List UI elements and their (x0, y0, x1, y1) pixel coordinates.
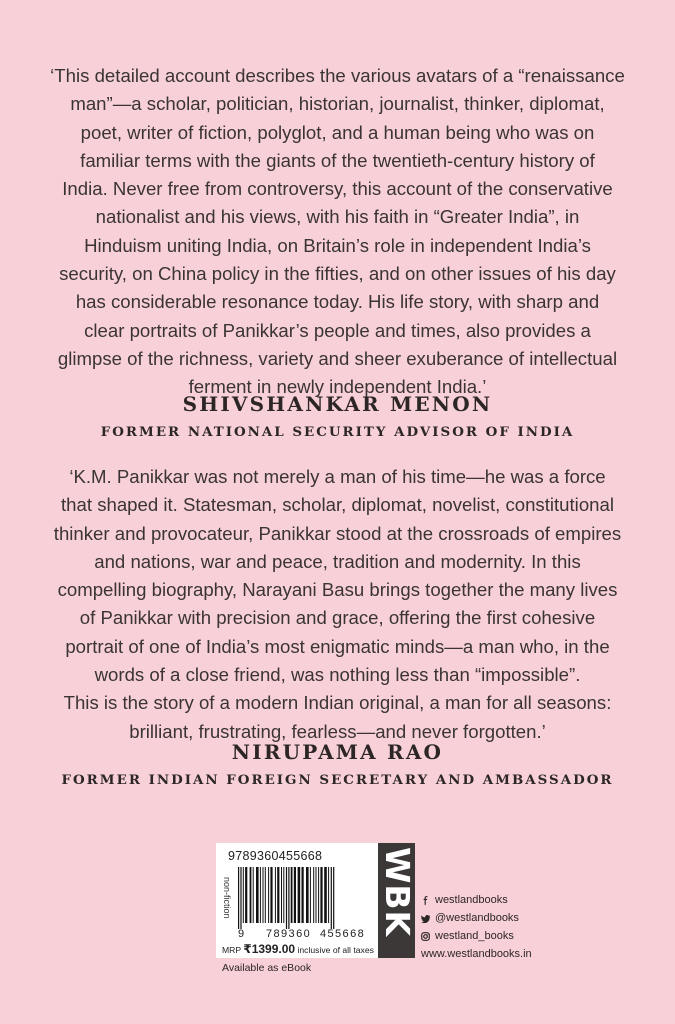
barcode-bar (320, 867, 322, 923)
quote-line: This is the story of a modern Indian original, a man for all seasons: (63, 692, 612, 714)
quote-line: has considerable resonance today. His life story, with sharp and (75, 291, 600, 313)
quote-line: ‘This detailed account describes the various avatars of a “renaissance (50, 65, 625, 86)
social-twitter[interactable] (421, 912, 519, 924)
barcode-bar (260, 867, 261, 923)
quote-line: man”—a scholar, politician, historian, journalist, thinker, diplomat, (70, 93, 605, 115)
barcode-bar (328, 867, 329, 923)
barcode-bar (286, 867, 287, 929)
tax-note: inclusive of all taxes (297, 945, 374, 955)
quote-first (40, 62, 635, 402)
quote-line: ferment in newly independent India.’ (188, 376, 487, 398)
publisher-logo (378, 843, 415, 958)
quote-line: poet, writer of fiction, polyglot, and a human being who was on (80, 121, 595, 143)
quote-line: thinker and provocateur, Panikkar stood at the crossroads of empires (53, 522, 622, 544)
quote-line: nationalist and his views, with his faith in “Greater India”, in (95, 206, 580, 228)
quote-line: glimpse of the richness, variety and sheer exuberance of intellectual (57, 347, 618, 369)
quote-line: portrait of one of India’s most enigmatic minds—a man who, in the (65, 635, 610, 657)
isbn-prefix: 9 (238, 928, 245, 940)
barcode-bar (270, 867, 272, 923)
quote-second (40, 463, 635, 746)
twitter-handle: @westlandbooks (435, 912, 519, 924)
barcode-bar (253, 867, 254, 923)
barcode-bar (333, 867, 334, 929)
quote-line: security, on China policy in the fifties, and on other issues of his day (59, 263, 616, 285)
barcode-bar (275, 867, 276, 923)
twitter-icon (421, 914, 430, 923)
barcode-bar (324, 867, 327, 923)
quote-line: familiar terms with the giants of the twentieth-century history of (80, 149, 595, 171)
category-label: non-fiction (222, 877, 232, 919)
barcode-bar (316, 867, 317, 923)
quote-line: ‘K.M. Panikkar was not merely a man of his time—he was a force (69, 466, 606, 487)
barcode-bar (291, 867, 293, 923)
barcode-bar (238, 867, 239, 929)
barcode-bar (245, 867, 247, 923)
quote-line: words of a close friend, was nothing less than “impossible”. (94, 664, 581, 686)
barcode-bar (240, 867, 241, 929)
barcode-bar (294, 867, 296, 923)
facebook-icon (421, 896, 430, 905)
price-value: ₹1399.00 (243, 942, 296, 956)
barcode-bar (265, 867, 266, 923)
facebook-handle: westlandbooks (435, 894, 508, 906)
quote-author-role-rao: FORMER INDIAN FOREIGN SECRETARY AND AMBASSADOR (61, 772, 614, 788)
barcode-bar (256, 867, 259, 923)
quote-line: Hinduism uniting India, on Britain’s role in independent India’s (84, 234, 591, 256)
barcode-bar (313, 867, 314, 923)
barcode-bars (238, 867, 370, 929)
barcode-bar (302, 867, 304, 923)
social-instagram[interactable] (421, 930, 514, 942)
quote-line: of Panikkar with precision and grace, offering the first cohesive (79, 607, 596, 629)
barcode-bar (263, 867, 264, 923)
quote-author-role-menon: FORMER NATIONAL SECURITY ADVISOR OF INDIA (100, 424, 575, 440)
isbn-number: 9789360455668 (228, 849, 323, 863)
quote-line: compelling biography, Narayani Basu brings together the many lives (57, 579, 618, 601)
barcode-bar (306, 867, 309, 923)
barcode-bar (277, 867, 279, 923)
quote-line: and nations, war and peace, tradition and modernity. In this (94, 550, 581, 572)
quote-author-rao: NIRUPAMA RAO (231, 740, 444, 764)
barcode-bar (283, 867, 284, 923)
publisher-logo-text: WBK (378, 847, 417, 938)
price-line (222, 942, 374, 956)
publisher-website-link[interactable]: www.westlandbooks.in (421, 948, 532, 960)
barcode-bar (281, 867, 282, 923)
barcode-bar (268, 867, 269, 923)
quote-line: that shaped it. Statesman, scholar, diplomat, novelist, constitutional (61, 494, 614, 516)
barcode-bar (298, 867, 301, 923)
barcode-panel (216, 843, 378, 958)
quote-line: brilliant, frustrating, fearless—and never forgotten.’ (129, 720, 546, 742)
quote-author-menon: SHIVSHANKAR MENON (182, 392, 493, 416)
ebook-note: Available as eBook (222, 962, 312, 974)
instagram-icon (421, 932, 430, 941)
barcode-bar (318, 867, 319, 923)
quote-line: India. Never free from controversy, this account of the conservative (62, 178, 613, 200)
barcode-bar (288, 867, 289, 929)
isbn-group-left: 789360 (266, 928, 312, 940)
instagram-handle: westland_books (435, 930, 514, 942)
barcode-bar (310, 867, 311, 923)
barcode-bar (331, 867, 332, 929)
quote-line: clear portraits of Panikkar’s people and times, also provides a (84, 319, 591, 341)
mrp-label: MRP (222, 945, 241, 955)
isbn-group-right: 455668 (320, 928, 366, 940)
barcode-bar (243, 867, 244, 923)
barcode-bar (250, 867, 252, 923)
social-facebook[interactable] (421, 894, 508, 906)
